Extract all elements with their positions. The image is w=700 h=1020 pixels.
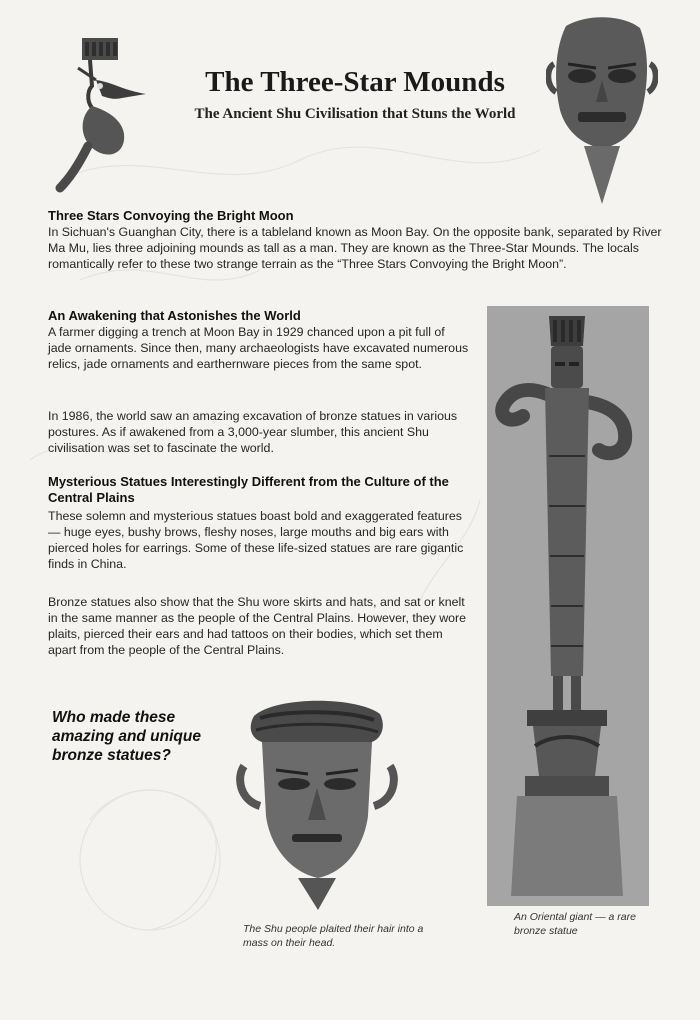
bronze-mask-image — [546, 14, 658, 210]
head-caption: The Shu people plaited their hair into a mass on their head. — [243, 923, 424, 949]
bronze-head-image — [236, 696, 398, 916]
giant-statue-photo — [487, 306, 649, 906]
section-heading: Mysterious Statues Interestingly Different from the Culture of the Central Plains — [48, 474, 449, 505]
section-paragraph: Bronze statues also show that the Shu wore skirts and hats, and sat or knelt in the same manner as the people of the Central Plains. However, they wore plaits, pierced their ears and had tattoos on their bodies, which set them apart from the people of the Central Plains. — [48, 595, 467, 657]
giant-statue-image — [487, 306, 649, 906]
section-heading: Three Stars Convoying the Bright Moon — [48, 208, 294, 223]
section-paragraph: These solemn and mysterious statues boast bold and exaggerated features — huge eyes, bushy brows, fleshy noses, large mouths and big ears with pierced holes for earrings. Some of these life-sized statues are rare gigantic finds in China. — [48, 509, 464, 571]
page-title: The Three-Star Mounds — [205, 66, 505, 98]
section-paragraph: A farmer digging a trench at Moon Bay in 1929 chanced upon a pit full of jade ornaments. Since then, many archaeologists have excavated numerous relics, jade ornaments and earthernware pieces from the same spot. — [48, 325, 469, 371]
section-heading: An Awakening that Astonishes the World — [48, 308, 301, 323]
question-text: Who made these amazing and unique bronze statues? — [52, 709, 201, 764]
giant-caption: An Oriental giant — a rare bronze statue — [514, 911, 636, 937]
section-paragraph: In 1986, the world saw an amazing excavation of bronze statues in various postures. As if awakened from a 3,000-year slumber, this ancient Shu civilisation was set to fascinate the world. — [48, 409, 458, 455]
section-paragraph: In Sichuan's Guanghan City, there is a tableland known as Moon Bay. On the opposite bank, separated by River Ma Mu, lies three adjoining mounds as tall as a man. They are known as the Three-Star Mounds. The locals romantically refer to these two strange terrain as the “Three Stars Convoying the Bright Moon”. — [48, 225, 662, 271]
page-subtitle: The Ancient Shu Civilisation that Stuns the World — [194, 106, 516, 122]
bronze-bird-image — [52, 28, 152, 193]
